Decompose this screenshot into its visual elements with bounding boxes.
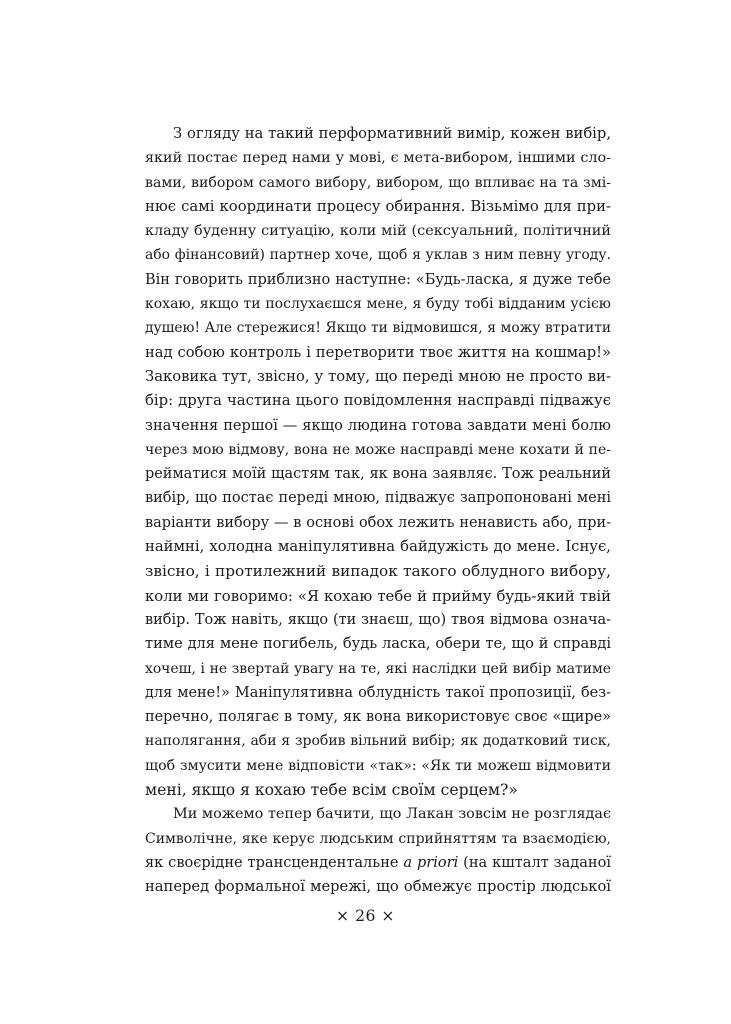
text-line: бір: друга частина цього повідомлення насправді підважує [145, 392, 611, 410]
text-line: або фінансовий) партнер хоче, щоб я уклав з ним певну угоду. [145, 247, 611, 264]
text-line: рейматися моїй щастям так, як вона заявляє. Тож реальний [145, 466, 611, 483]
text-segment: як своєрідне трансцендентальне [145, 853, 404, 871]
text-line: який постає перед нами у мові, є мета-вибором, іншими сло- [145, 150, 611, 167]
body-text [145, 122, 611, 900]
text-line: наполягання, аби я зробив вільний вибір; як додатковий тиск, [145, 733, 611, 750]
text-line: наперед формальної мережі, що обмежує простір людської [145, 878, 611, 896]
text-line: над собою контроль і перетворити твоє життя на кошмар!» [145, 343, 611, 361]
text-line: Заковика тут, звісно, у тому, що переді мною не просто ви- [145, 367, 611, 385]
text-line: мені, якщо я кохаю тебе всім своїм серцем?» [145, 781, 518, 800]
text-line: вами, вибором самого вибору, вибором, що впливає на та змі- [145, 174, 611, 191]
page-number: × 26 × [336, 907, 395, 925]
text-line: перечно, полягає в тому, як вона використовує своє «щире» [145, 709, 611, 726]
text-line: вибір, що постає переді мною, підважує запропоновані мені [145, 490, 611, 507]
text-line: Символічне, яке керує людським сприйняттям та взаємодією, [145, 830, 611, 847]
text-line: наймні, холодна маніпулятивна байдужість до мене. Існує, [145, 538, 611, 556]
text-line: З огляду на такий перформативний вимір, кожен вибір, [173, 125, 611, 142]
text-line: значення першої — якщо людина готова завдати мені болю [145, 416, 611, 434]
text-line: кохаю, якщо ти послухаєшся мене, я буду тобі відданим усією [145, 296, 611, 313]
text-line: варіанти вибору — в основі обох лежить ненависть або, при- [145, 514, 611, 531]
text-line: вибір. Тож навіть, якщо (ти знаєш, що) твоя відмова означа- [145, 611, 611, 628]
text-line: через мою відмову, вона не може насправді мене кохати й пе- [145, 441, 611, 458]
text-line: коли ми говоримо: «Я кохаю тебе й прийму будь-який твій [145, 586, 611, 605]
text-line: щоб змусити мене відповісти «так»: «Як ти можеш відмовити [145, 757, 611, 774]
text-segment: (на кшталт заданої [458, 853, 611, 871]
text-line: нює самі координати процесу обирання. Візьмімо для при- [145, 197, 611, 215]
italic-term: a priori [403, 853, 459, 871]
text-line: Ми можемо тепер бачити, що Лакан зовсім не розглядає [173, 806, 611, 823]
text-line: хочеш, і не звертай увагу на те, які наслідки цей вибір матиме [145, 660, 611, 677]
text-line: для мене!» Маніпулятивна облудність такої пропозиції, без- [145, 684, 611, 701]
text-line: кладу буденну ситуацію, коли мій (сексуальний, політичний [145, 223, 611, 240]
text-line-with-italic [145, 851, 611, 875]
text-line: тиме для мене погибель, будь ласка, обери те, що й справді [145, 635, 611, 653]
text-line: звісно, і протилежний випадок такого облудного вибору, [145, 562, 611, 581]
text-line: душею! Але стережися! Якщо ти відмовишся, я можу втратити [145, 320, 611, 337]
text-line: Він говорить приблизно наступне: «Будь-ласка, я дуже тебе [145, 271, 611, 288]
